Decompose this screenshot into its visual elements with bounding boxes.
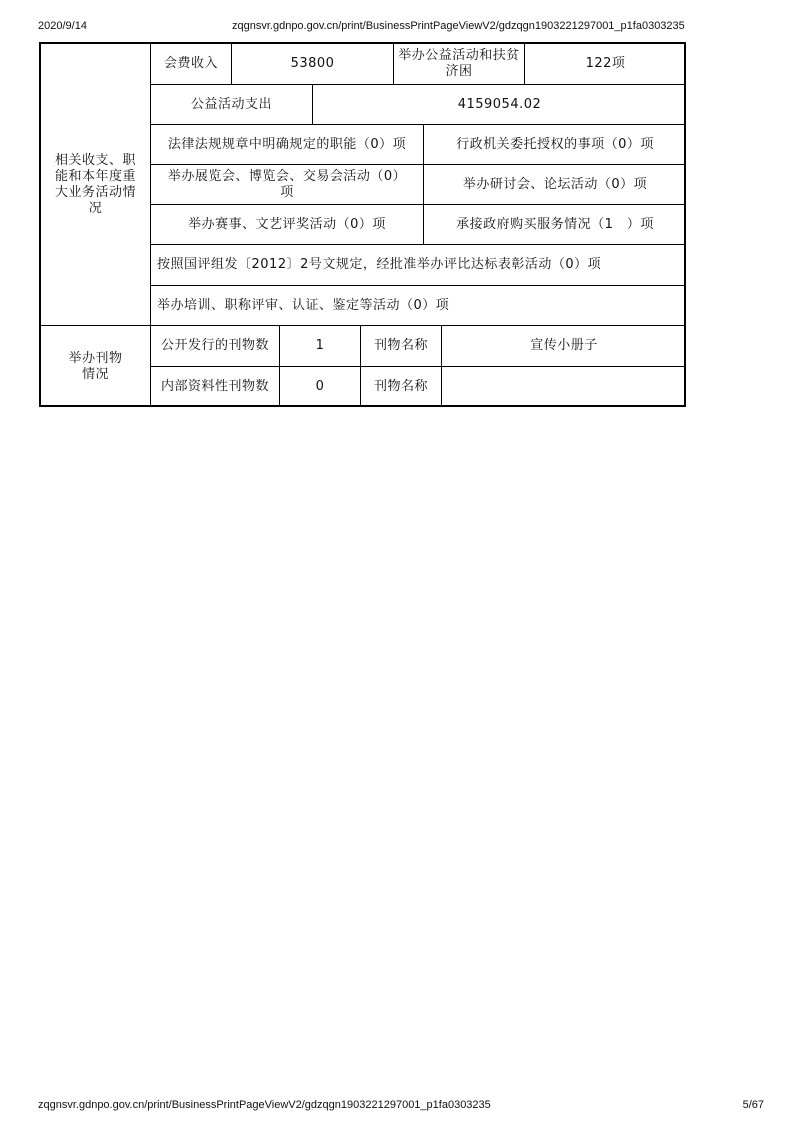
publication-name-value: 宣传小册子 [442, 326, 686, 367]
section-label-activities: 相关收支、职能和本年度重大业务活动情况 [41, 44, 151, 326]
internal-publication-name-label: 刊物名称 [361, 367, 442, 407]
gov-purchase-item: 承接政府购买服务情况（1 ）项 [424, 205, 686, 245]
charity-expense-value: 4159054.02 [313, 85, 686, 125]
public-publications-value: 1 [280, 326, 361, 367]
exhibitions-item: 举办展览会、博览会、交易会活动（0）项 [151, 165, 424, 205]
fee-income-label: 会费收入 [151, 44, 232, 85]
gov-authorized-item: 行政机关委托授权的事项（0）项 [424, 125, 686, 165]
charity-activities-value: 122项 [525, 44, 686, 85]
public-publications-label: 公开发行的刊物数 [151, 326, 280, 367]
fee-income-value: 53800 [232, 44, 394, 85]
charity-activities-label: 举办公益活动和扶贫济困 [394, 44, 525, 85]
competitions-item: 举办赛事、文艺评奖活动（0）项 [151, 205, 424, 245]
internal-publications-value: 0 [280, 367, 361, 407]
seminars-item: 举办研讨会、论坛活动（0）项 [424, 165, 686, 205]
print-url: zqgnsvr.gdnpo.gov.cn/print/BusinessPrintPageViewV2/gdzqgn1903221297001_p1fa0303235 [232, 20, 685, 32]
legal-functions-item: 法律法规规章中明确规定的职能（0）项 [151, 125, 424, 165]
internal-publication-name-value [442, 367, 686, 407]
charity-expense-label: 公益活动支出 [151, 85, 313, 125]
print-date: 2020/9/14 [38, 20, 87, 32]
section-label-publications: 举办刊物情况 [41, 326, 151, 407]
report-table [39, 42, 686, 407]
training-item: 举办培训、职称评审、认证、鉴定等活动（0）项 [151, 286, 686, 326]
footer-url: zqgnsvr.gdnpo.gov.cn/print/BusinessPrintPageViewV2/gdzqgn1903221297001_p1fa0303235 [38, 1099, 491, 1111]
internal-publications-label: 内部资料性刊物数 [151, 367, 280, 407]
publication-name-label: 刊物名称 [361, 326, 442, 367]
evaluation-item: 按照国评组发〔2012〕2号文规定，经批准举办评比达标表彰活动（0）项 [151, 245, 686, 286]
page-number: 5/67 [742, 1099, 764, 1111]
